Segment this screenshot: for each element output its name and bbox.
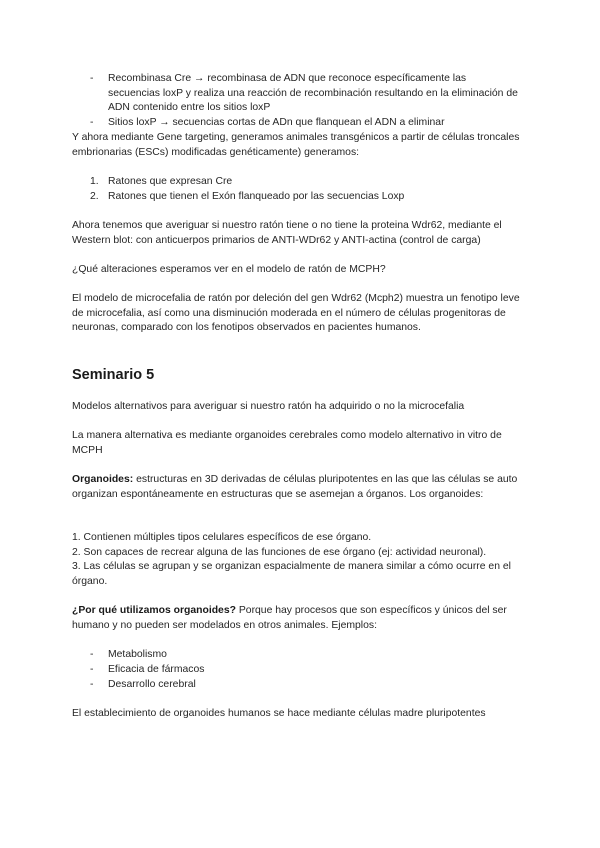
bullet-marker: - [90,679,94,690]
example-drug-efficacy: Eficacia de fármacos [108,664,205,675]
organoids-term: Organoides: [72,474,134,485]
gene-targeting-paragraph: Y ahora mediante Gene targeting, generamos animales transgénicos a partir de células troncales embrionarias (ESCs) modificadas genéticamente) generamos: [72,132,520,158]
bullet-marker: - [90,117,94,128]
list-number: 1. [90,176,99,187]
western-blot-paragraph: Ahora tenemos que averiguar si nuestro ratón tiene o no tiene la proteina Wdr62, mediante el Western blot: con anticuerpos primarios de ANTI-WDr62 y ANTI-actina (control de carga) [72,220,502,246]
bullet-marker: - [90,664,94,675]
organoid-property-3: 3. Las células se agrupan y se organizan espacialmente de manera similar a cómo ocurre en el órgano. [72,561,511,587]
organoids-definition-text: estructuras en 3D derivadas de células pluripotentes en las que las células se auto organizan espontáneamente en estructuras que se asemejan a órganos. Los organoides: [72,474,518,500]
mouse-model-paragraph: El modelo de microcefalia de ratón por deleción del gen Wdr62 (Mcph2) muestra un fenotipo leve de microcefalia, así como una disminución moderada en el número de células progenitoras de neuronas, comparado con los fenotipos observados en pacientes humanos. [72,293,520,334]
list-item-loxp-mice: Ratones que tienen el Exón flanqueado por las secuencias Loxp [108,191,405,202]
why-organoids-paragraph [72,604,534,633]
organoid-property-1: 1. Contienen múltiples tipos celulares específicos de ese órgano. [72,532,372,543]
section-title: Seminario 5 [72,367,155,383]
question-paragraph: ¿Qué alteraciones esperamos ver en el modelo de ratón de MCPH? [72,264,386,275]
organoid-property-2: 2. Son capaces de recrear alguna de las funciones de ese órgano (ej: actividad neuronal). [72,547,487,558]
example-brain-development: Desarrollo cerebral [108,679,196,690]
organoids-definition [72,473,534,502]
alt-models-paragraph: Modelos alternativos para averiguar si nuestro ratón ha adquirido o no la microcefalia [72,401,465,412]
alt-way-paragraph: La manera alternativa es mediante organoides cerebrales como modelo alternativo in vitro de MCPH [72,430,502,456]
why-organoids-question: ¿Por qué utilizamos organoides? [72,605,236,616]
list-number: 2. [90,191,99,202]
why-organoids-text: Porque hay procesos que son específicos y únicos del ser humano y no pueden ser modelados en otros animales. Ejemplos: [72,605,507,631]
bullet-cre-text: Recombinasa Cre → recombinasa de ADN que reconoce específicamente las secuencias loxP y realiza una reacción de recombinación resultando en la eliminación de ADN contenido entre los sitios loxP [108,73,518,114]
bullet-marker: - [90,649,94,660]
example-metabolism: Metabolismo [108,649,167,660]
list-item-cre-mice: Ratones que expresan Cre [108,176,233,187]
bullet-marker: - [90,73,94,84]
last-paragraph: El establecimiento de organoides humanos se hace mediante células madre pluripotentes [72,708,486,719]
bullet-loxp-text: Sitios loxP → secuencias cortas de ADn que flanquean el ADN a eliminar [108,117,445,128]
